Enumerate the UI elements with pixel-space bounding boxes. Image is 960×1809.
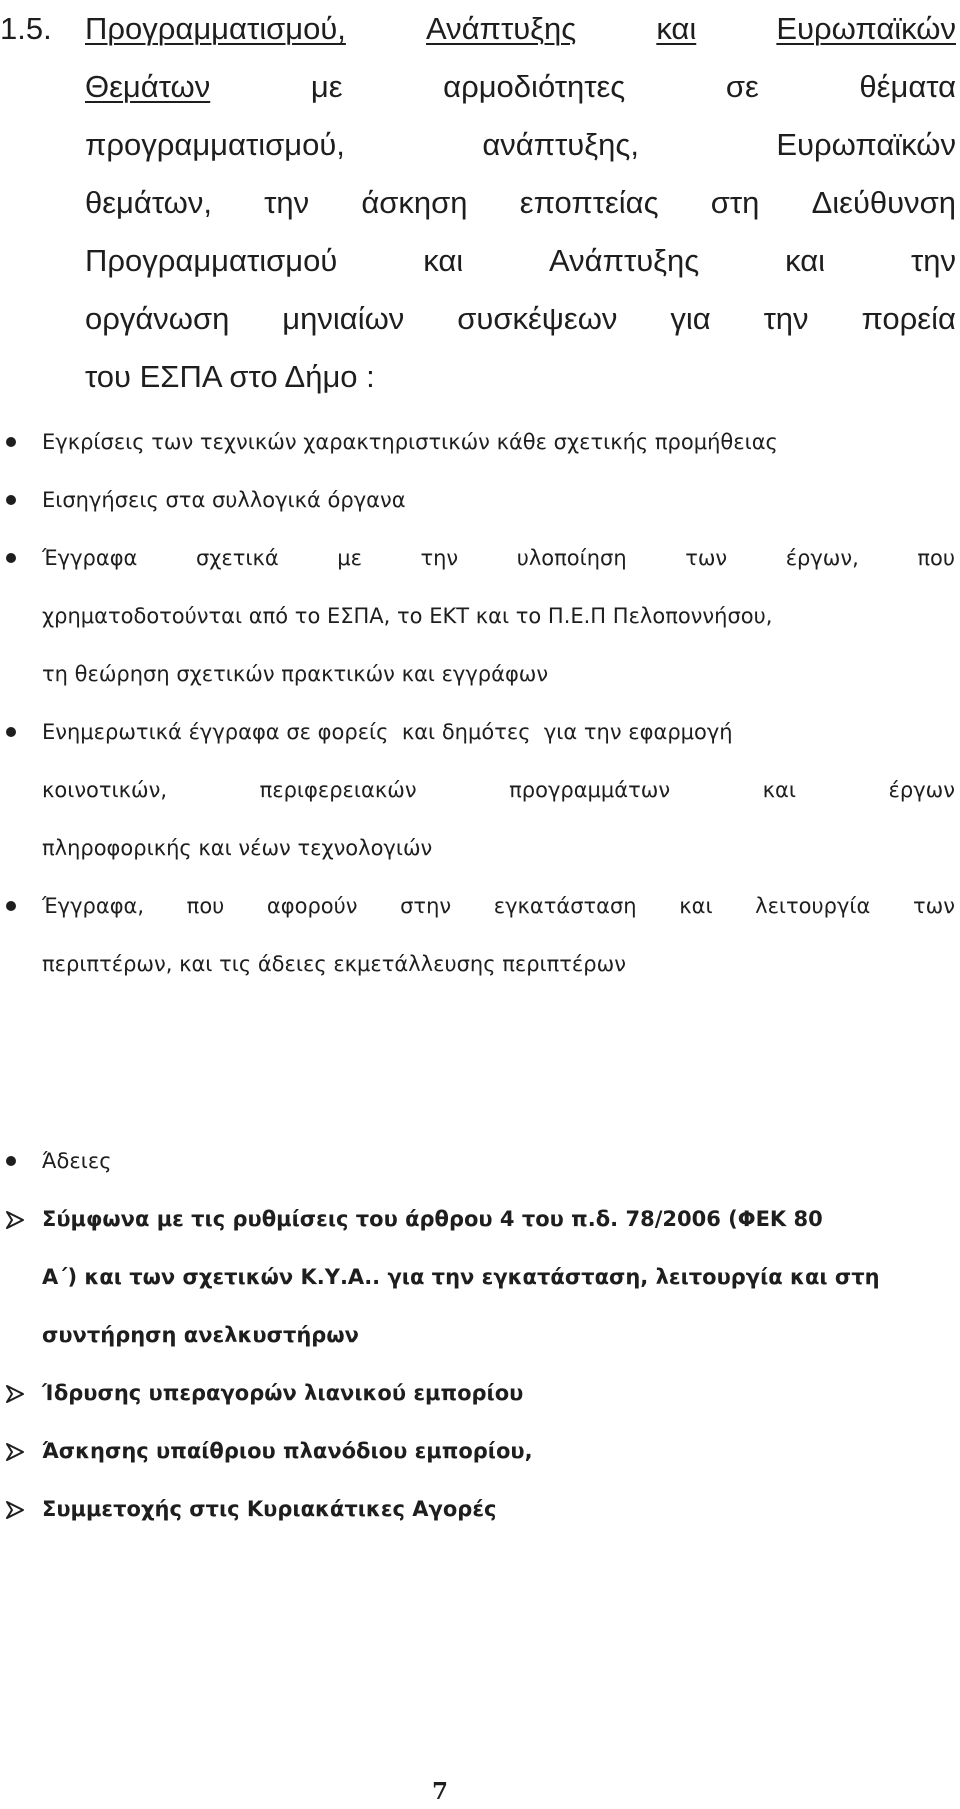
list-word: και xyxy=(762,778,796,802)
section-heading xyxy=(0,0,956,406)
arrow-right-icon xyxy=(4,1441,26,1463)
heading-word: και xyxy=(785,243,826,278)
heading-word: πορεία xyxy=(861,301,956,336)
list-word: των xyxy=(912,894,955,918)
list-item-line: τη θεώρηση σχετικών πρακτικών και εγγράφων xyxy=(42,662,549,686)
heading-line-2 xyxy=(0,58,956,116)
heading-word: Διεύθυνση xyxy=(811,185,956,220)
list-word: έργων xyxy=(888,778,955,802)
list-word: έργων, xyxy=(785,546,859,570)
list-word: και xyxy=(679,894,713,918)
heading-line-4 xyxy=(0,174,956,232)
heading-line-1 xyxy=(0,0,956,58)
page-number: 7 xyxy=(431,1778,448,1805)
heading-word: αρμοδιότητες xyxy=(443,69,626,104)
sub-list-item xyxy=(42,1364,955,1422)
heading-underlined-word: Θεμάτων xyxy=(85,69,211,104)
list-item xyxy=(42,413,955,471)
heading-line-5 xyxy=(0,232,956,290)
heading-word: ανάπτυξης, xyxy=(482,127,639,162)
bullet-dot-icon xyxy=(6,495,16,505)
list-word: κοινοτικών, xyxy=(42,778,168,802)
list-item-text: Εισηγήσεις στα συλλογικά όργανα xyxy=(42,488,406,512)
list-item-line: χρηματοδοτούνται από το ΕΣΠΑ, το ΕΚΤ και το Π.Ε.Π Πελοποννήσου, xyxy=(42,604,773,628)
sub-list-line: Α΄) και των σχετικών Κ.Υ.Α.. για την εγκατάσταση, λειτουργία και στη xyxy=(42,1265,880,1289)
heading-underlined-title xyxy=(85,0,956,58)
list-item-line xyxy=(42,877,955,935)
sub-list-line: συντήρηση ανελκυστήρων xyxy=(42,1323,359,1347)
heading-word: Προγραμματισμού xyxy=(85,243,338,278)
list-item xyxy=(42,877,955,993)
heading-word: και xyxy=(423,243,464,278)
bullet-dot-icon xyxy=(6,727,16,737)
list-word: εγκατάσταση xyxy=(493,894,637,918)
sub-list-item xyxy=(42,1190,955,1364)
list-word: σχετικά xyxy=(195,546,279,570)
heading-word: Ευρωπαϊκών xyxy=(776,127,956,162)
sub-list-item xyxy=(42,1422,955,1480)
list-word: λειτουργία xyxy=(755,894,871,918)
heading-word: θεμάτων, xyxy=(85,185,212,220)
heading-word: την xyxy=(910,243,956,278)
heading-word: σε xyxy=(725,69,759,104)
heading-word: οργάνωση xyxy=(85,301,230,336)
list-item xyxy=(42,1132,955,1190)
heading-word: εποπτείας xyxy=(519,185,659,220)
section-number: 1.5. xyxy=(0,11,52,46)
list-word: προγραμμάτων xyxy=(509,778,671,802)
list-word: που xyxy=(917,546,955,570)
heading-word: θέματα xyxy=(859,69,956,104)
heading-word: με xyxy=(310,69,343,104)
arrow-right-icon xyxy=(4,1499,26,1521)
bullet-dot-icon xyxy=(6,1156,16,1166)
list-item xyxy=(42,471,955,529)
list-word: στην xyxy=(400,894,452,918)
heading-word: Ανάπτυξης xyxy=(549,243,700,278)
list-word: Έγγραφα, xyxy=(42,894,145,918)
list-item-line: περιπτέρων, και τις άδειες εκμετάλλευσης περιπτέρων xyxy=(42,952,626,976)
heading-word: προγραμματισμού, xyxy=(85,127,345,162)
list-item-line: πληροφορικής και νέων τεχνολογιών xyxy=(42,836,433,860)
list-word: υλοποίηση xyxy=(516,546,627,570)
heading-line-6 xyxy=(0,290,956,348)
list-word: με xyxy=(337,546,362,570)
arrow-right-icon xyxy=(4,1383,26,1405)
heading-word: στη xyxy=(710,185,760,220)
list-item-text: Εγκρίσεις των τεχνικών χαρακτηριστικών κάθε σχετικής προμήθειας xyxy=(42,430,778,454)
list-word: την xyxy=(420,546,459,570)
heading-word: άσκηση xyxy=(361,185,468,220)
sub-list-line: Συμμετοχής στις Κυριακάτικες Αγορές xyxy=(42,1497,497,1521)
list-item-line: Ενημερωτικά έγγραφα σε φορείς και δημότες για την εφαρμογή xyxy=(42,720,733,744)
list-item-line xyxy=(42,761,955,819)
heading-word: την xyxy=(264,185,310,220)
list-word: περιφερειακών xyxy=(259,778,417,802)
bullet-dot-icon xyxy=(6,901,16,911)
heading-word: μηνιαίων xyxy=(282,301,405,336)
heading-line-3 xyxy=(0,116,956,174)
list-word: αφορούν xyxy=(266,894,358,918)
heading-line-7: του ΕΣΠΑ στο Δήμο : xyxy=(85,359,375,394)
sub-list-line: Άσκησης υπαίθριου πλανόδιου εμπορίου, xyxy=(42,1439,533,1463)
bullet-dot-icon xyxy=(6,437,16,447)
bullet-dot-icon xyxy=(6,553,16,563)
list-word: των xyxy=(685,546,728,570)
list-item xyxy=(42,529,955,703)
arrow-right-icon xyxy=(4,1209,26,1231)
heading-word: συσκέψεων xyxy=(457,301,618,336)
sub-list-item xyxy=(42,1480,955,1538)
sub-list-line: Ίδρυσης υπεραγορών λιανικού εμπορίου xyxy=(42,1381,524,1405)
heading-word: για xyxy=(670,301,711,336)
list-item-line xyxy=(42,529,955,587)
list-word: Έγγραφα xyxy=(42,546,138,570)
heading-word: Ανάπτυξης xyxy=(426,11,577,46)
heading-word: την xyxy=(763,301,809,336)
heading-word: Προγραμματισμού, xyxy=(85,11,346,46)
list-item xyxy=(42,703,955,877)
sub-list-line: Σύμφωνα με τις ρυθμίσεις του άρθρου 4 του π.δ. 78/2006 (ΦΕΚ 80 xyxy=(42,1207,823,1231)
list-word: που xyxy=(186,894,225,918)
heading-word: και xyxy=(656,11,697,46)
heading-word: Ευρωπαϊκών xyxy=(776,11,956,46)
list-item-text: Άδειες xyxy=(42,1149,112,1173)
